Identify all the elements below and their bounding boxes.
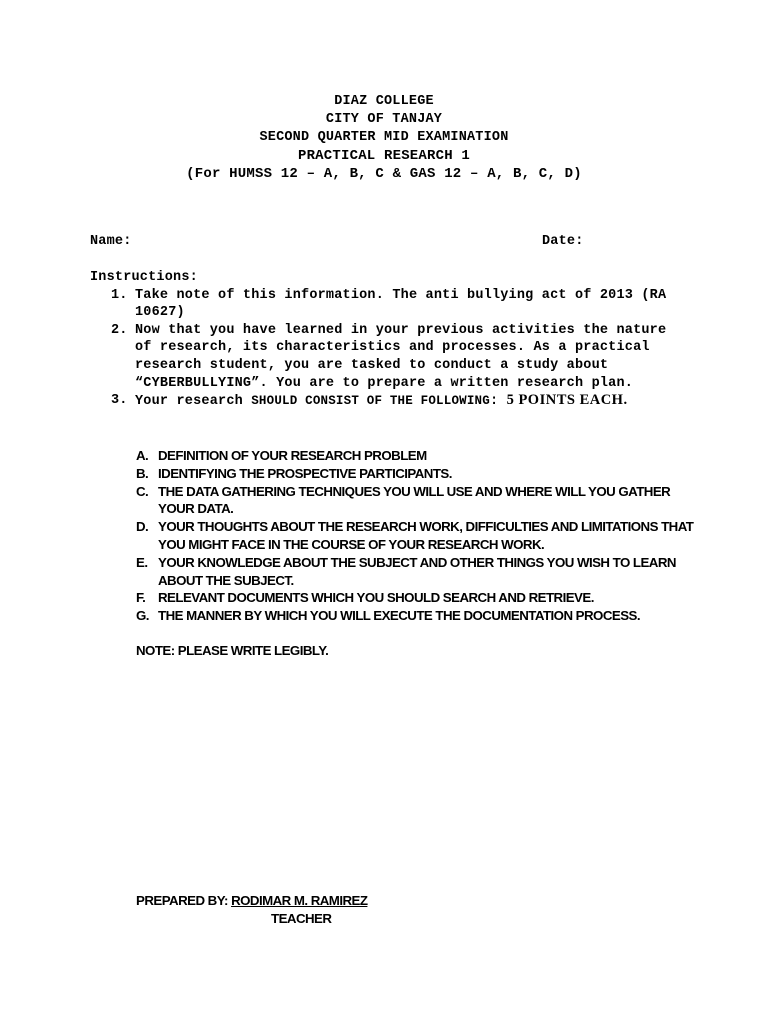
- instruction-text: Take note of this information. The anti bullying act of 2013 (RA 10627): [135, 287, 667, 321]
- name-date-row: [90, 234, 690, 249]
- prepared-by-block: [136, 892, 367, 928]
- criteria-list: [136, 447, 696, 625]
- instruction-text-b: SHOULD CONSIST OF THE FOLLOWING: [251, 394, 490, 409]
- prepared-by-label: PREPARED BY:: [136, 893, 232, 908]
- points-each: 5 POINTS EACH.: [506, 392, 628, 409]
- section-line: (For HUMSS 12 – A, B, C & GAS 12 – A, B, C, D): [186, 166, 582, 182]
- instruction-item-1: [90, 287, 690, 322]
- criteria-item-b: [136, 465, 696, 483]
- criteria-item-f: [136, 589, 696, 607]
- instruction-item-2: [90, 322, 690, 392]
- criteria-letter: F.: [136, 590, 146, 606]
- criteria-text: THE DATA GATHERING TECHNIQUES YOU WILL USE AND WHERE WILL YOU GATHER YOUR DATA.: [158, 483, 671, 517]
- instruction-text-a: Your research: [135, 394, 252, 410]
- criteria-item-a: [136, 447, 696, 465]
- instruction-text: Now that you have learned in your previous activities the nature of research, its characteristics and processes. As a practical research student, you are tasked to conduct a study about “CYBERBULLYING”. You are to prepare a written research plan.: [135, 322, 667, 391]
- criteria-letter: B.: [136, 465, 149, 481]
- criteria-item-d: [136, 518, 696, 554]
- date-label: Date:: [542, 234, 584, 249]
- criteria-text: YOUR THOUGHTS ABOUT THE RESEARCH WORK, DIFFICULTIES AND LIMITATIONS THAT YOU MIGHT FACE IN THE COURSE OF YOUR RESEARCH WORK.: [158, 519, 694, 552]
- criteria-text: DEFINITION OF YOUR RESEARCH PROBLEM: [158, 448, 427, 463]
- note-text: NOTE: PLEASE WRITE LEGIBLY.: [136, 643, 329, 658]
- criteria-letter: A.: [136, 448, 149, 463]
- instruction-number: 2.: [111, 322, 128, 338]
- criteria-item-g: [136, 607, 696, 625]
- criteria-text: RELEVANT DOCUMENTS WHICH YOU SHOULD SEARCH AND RETRIEVE.: [158, 590, 594, 606]
- criteria-letter: G.: [136, 608, 149, 624]
- instructions-section: [90, 269, 690, 411]
- teacher-role: TEACHER: [271, 911, 332, 926]
- exam-title: SECOND QUARTER MID EXAMINATION: [259, 130, 509, 145]
- instruction-number: 3.: [111, 393, 128, 409]
- criteria-text: YOUR KNOWLEDGE ABOUT THE SUBJECT AND OTHER THINGS YOU WISH TO LEARN ABOUT THE SUBJECT.: [158, 554, 676, 588]
- criteria-text: THE MANNER BY WHICH YOU WILL EXECUTE THE DOCUMENTATION PROCESS.: [158, 608, 640, 624]
- criteria-item-e: [136, 554, 696, 590]
- city-name: CITY OF TANJAY: [325, 112, 443, 127]
- instruction-number: 1.: [111, 287, 128, 303]
- instruction-text-c: :: [489, 394, 507, 410]
- criteria-letter: D.: [136, 519, 149, 535]
- instructions-title: Instructions:: [90, 270, 198, 285]
- name-label: Name:: [90, 234, 132, 249]
- criteria-text: IDENTIFYING THE PROSPECTIVE PARTICIPANTS.: [158, 465, 452, 481]
- school-name: DIAZ COLLEGE: [334, 94, 434, 109]
- subject-title: PRACTICAL RESEARCH 1: [297, 148, 471, 164]
- instruction-item-3: [90, 392, 690, 411]
- criteria-item-c: [136, 483, 696, 519]
- teacher-name: RODIMAR M. RAMIREZ: [231, 893, 368, 908]
- criteria-letter: C.: [136, 483, 149, 499]
- criteria-letter: E.: [136, 554, 148, 570]
- exam-header: [0, 93, 768, 183]
